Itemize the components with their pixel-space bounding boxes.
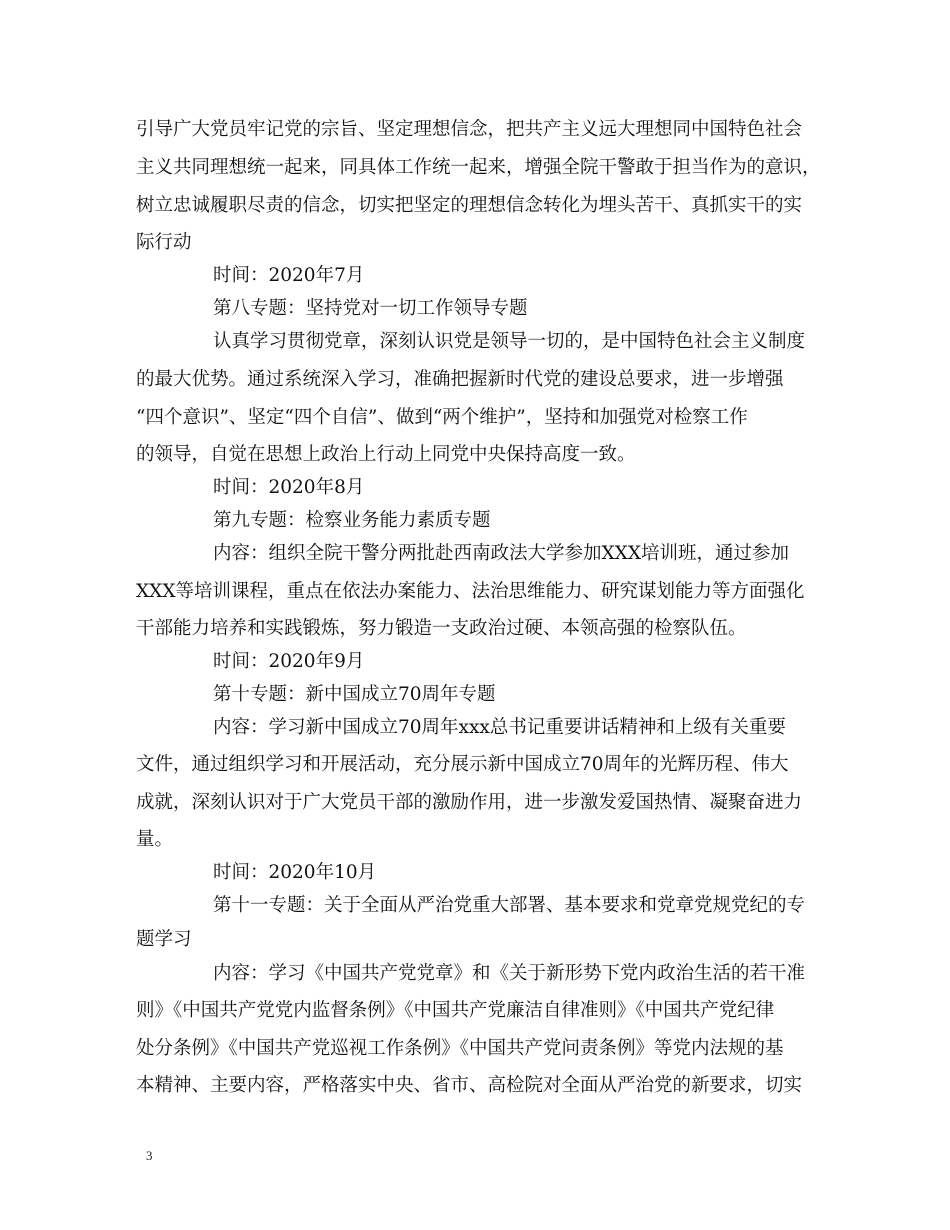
body-text-line: 内容：组织全院干警分两批赴西南政法大学参加XXX培训班，通过参加: [213, 543, 790, 564]
body-text-line: 认真学习贯彻党章，深刻认识党是领导一切的，是中国特色社会主义制度: [213, 331, 806, 352]
body-text-line: 则》《中国共产党党内监督条例》《中国共产党廉洁自律准则》《中国共产党纪律: [136, 1000, 775, 1021]
body-text-line: 树立忠诚履职尽责的信念，切实把坚定的理想信念转化为埋头苦干、真抓实干的实: [136, 195, 803, 216]
body-text-line: “四个意识”、坚定“四个自信”、做到“两个维护”，坚持和加强党对检察工作: [136, 407, 748, 428]
body-text-line: 文件，通过组织学习和开展活动，充分展示新中国成立70周年的光辉历程、伟大: [136, 754, 789, 775]
body-text-line: 本精神、主要内容，严格落实中央、省市、高检院对全面从严治党的新要求，切实: [136, 1075, 803, 1096]
body-text-line: 干部能力培养和实践锻炼，努力锻造一支政治过硬、本领高强的检察队伍。: [136, 618, 747, 639]
body-text-line: 的最大优势。通过系统深入学习，准确把握新时代党的建设总要求，进一步增强: [136, 369, 784, 390]
body-text-line: 引导广大党员牢记党的宗旨、坚定理想信念，把共产主义远大理想同中国特色社会: [136, 119, 803, 140]
body-text-line: 处分条例》《中国共产党巡视工作条例》《中国共产党问责条例》等党内法规的基: [136, 1038, 784, 1059]
page-number: 3: [146, 1148, 153, 1163]
body-text-line: 际行动: [136, 232, 192, 253]
section-heading: 题学习: [136, 929, 192, 950]
body-text-line: 内容：学习《中国共产党党章》和《关于新形势下党内政治生活的若干准: [213, 963, 806, 984]
date-line: 时间：2020年10月: [213, 862, 377, 883]
section-heading: 第八专题：坚持党对一切工作领导专题: [213, 298, 528, 319]
body-text-line: 主义共同理想统一起来，同具体工作统一起来，增强全院干警敢于担当作为的意识，: [136, 157, 821, 178]
date-line: 时间：2020年9月: [213, 651, 365, 672]
body-text-line: 内容：学习新中国成立70周年xxx总书记重要讲话精神和上级有关重要: [213, 717, 786, 738]
body-text-line: 成就，深刻认识对于广大党员干部的激励作用，进一步激发爱国热情、凝聚奋进力: [136, 792, 803, 813]
date-line: 时间：2020年8月: [213, 477, 365, 498]
date-line: 时间：2020年7月: [213, 265, 365, 286]
body-text-line: 量。: [136, 829, 174, 850]
section-heading: 第十专题：新中国成立70周年专题: [213, 684, 496, 705]
section-heading: 第九专题：检察业务能力素质专题: [213, 510, 491, 531]
body-text-line: XXX等培训课程，重点在依法办案能力、法治思维能力、研究谋划能力等方面强化: [136, 581, 805, 602]
body-text-line: 的领导，自觉在思想上政治上行动上同党中央保持高度一致。: [136, 444, 636, 465]
section-heading: 第十一专题：关于全面从严治党重大部署、基本要求和党章党规党纪的专: [213, 895, 806, 916]
